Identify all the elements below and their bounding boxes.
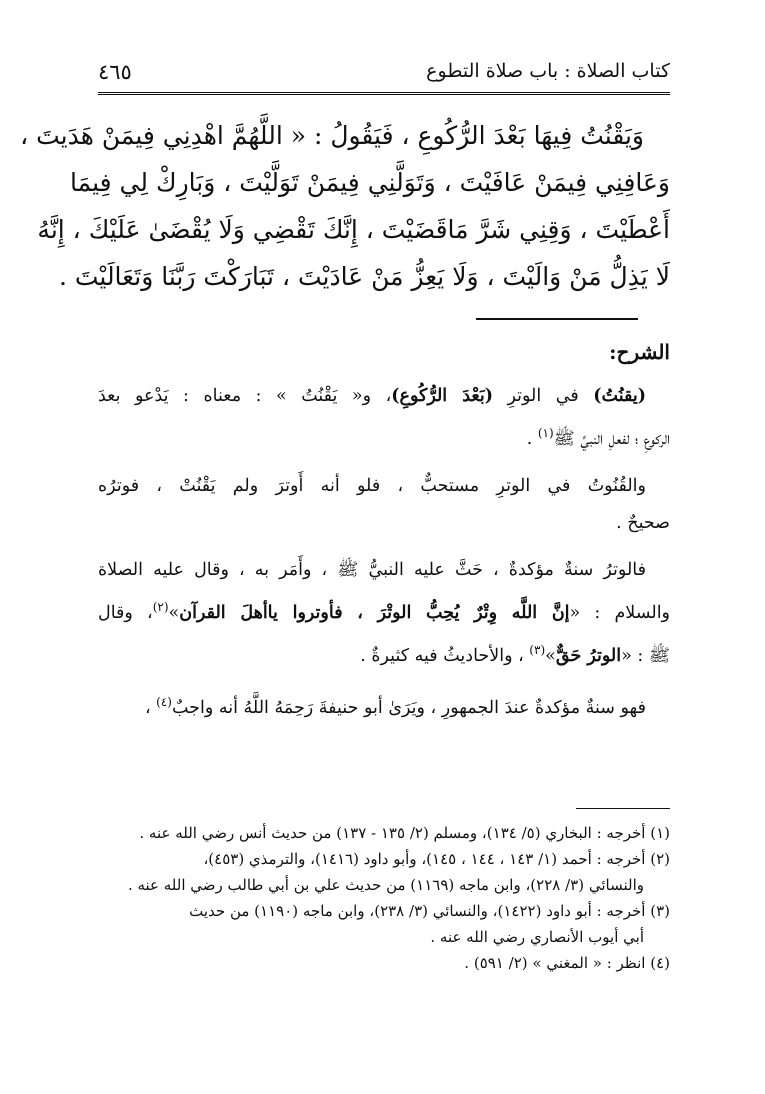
footnote-3 — [98, 898, 670, 950]
footnote-divider — [576, 808, 670, 809]
text-line: والسلام : «إنَّ اللَّه وِتْرٌ يُحِبُّ الوتْرَ ، فأوتروا ياأهلَ القرآن»$^{(٢)}$، وقال — [98, 599, 671, 623]
footnote-ref: (٢) — [152, 599, 169, 614]
matn-line: وَيَقْنُتُ فِيهَا بَعْدَ الرُّكُوعِ ، فَيَقُولُ : « اللَّهُمَّ اهْدِنِي فِيمَنْ هَدَيتَ ، — [20, 121, 644, 150]
header-divider — [98, 92, 670, 97]
paragraph-3 — [98, 552, 670, 675]
footnote-line: أبي أيوب الأنصاري رضي الله عنه . — [430, 928, 644, 946]
footnote-2 — [98, 846, 670, 898]
footnote-line: (٣) أخرجه : أبو داود (١٤٢٢)، والنسائي (٣/ ٢٣٨)، وابن ماجه (١١٩٠) من حديث — [189, 902, 670, 920]
footnote-line: (٢) أخرجه : أحمد (١/ ١٤٣ ، ١٤٤ ، ١٤٥)، وأبو داود (١٤١٦)، والترمذي (٤٥٣)، — [203, 850, 670, 868]
text-line: (يقنُتُ) في الوترِ (بَعْدَ الرُّكُوعِ)، و« يَقْنُتُ » : معناه : يَدْعو بعدَ — [98, 386, 646, 406]
text-line: ﷺ : «الوترُ حَقٌّ»$^{(٣)}$ ، والأحاديثُ فيه كثيرةٌ . — [360, 642, 670, 666]
text-line: فهو سنةٌ مؤكدةٌ عندَ الجمهورِ ، ويَرَىٰ أبو حنيفةَ رَحِمَهُ اللَّهُ أنه واجبٌ$^{(٤)}$ ، — [144, 695, 646, 719]
chapter-title: كتاب الصلاة : باب صلاة التطوع — [426, 60, 670, 82]
running-header — [98, 56, 670, 90]
text-line: صحيحٌ . — [616, 512, 670, 533]
text-line: الركوعِ ؛ لفعلِ النبيِّ ﷺ$^{(١)}$ . — [526, 426, 670, 449]
text-line: فالوترُ سنةٌ مؤكدةٌ ، حَثَّ عليه النبيُّ ﷺ ، وأَمَر به ، وقال عليه الصلاة — [98, 559, 646, 580]
footnote-ref: (٣) — [529, 642, 546, 657]
commentary — [98, 340, 670, 737]
text-line: والقُنُوتُ في الوترِ مستحبٌّ ، فلو أنه أَوترَ ولم يَقْنُتْ ، فوترُه — [98, 475, 646, 496]
footnote-4 — [98, 950, 670, 976]
footnote-line: والنسائي (٣/ ٢٢٨)، وابن ماجه (١١٦٩) من حديث علي بن أبي طالب رضي الله عنه . — [127, 876, 644, 894]
matn-text — [20, 112, 670, 300]
footnote-line: (١) أخرجه : البخاري (٥/ ١٣٤)، ومسلم (٢/ ١٣٥ - ١٣٧) من حديث أنس رضي الله عنه . — [139, 824, 670, 842]
page-number: ٤٦٥ — [98, 60, 132, 84]
matn-line: وَعَافِنِي فِيمَنْ عَافَيْتَ ، وَتَوَلَّنِي فِيمَنْ تَوَلَّيْتَ ، وَبَارِكْ لِي فِيمَا — [70, 168, 670, 197]
matn-line: أَعْطَيْتَ ، وَقِنِي شَرَّ مَاقَضَيْتَ ، إِنَّكَ تَقْضِي وَلَا يُقْضَىٰ عَلَيْكَ ، إِنَّهُ — [37, 215, 670, 244]
footnote-ref: (٤) — [156, 695, 172, 710]
paragraph-2 — [98, 468, 670, 542]
footnotes — [98, 820, 670, 976]
matn-line: لَا يَذِلُّ مَنْ وَالَيْتَ ، وَلَا يَعِزُّ مَنْ عَادَيْتَ ، تَبَارَكْتَ رَبَّنَا وَتَعَالَيْتَ . — [58, 262, 670, 291]
paragraph-1 — [98, 378, 670, 458]
footnote-line: (٤) انظر : « المغني » (٢/ ٥٩١) . — [464, 954, 670, 972]
footnote-ref: (١) — [537, 426, 554, 440]
footnote-1 — [98, 820, 670, 846]
commentary-heading: الشرح: — [609, 340, 670, 364]
paragraph-4 — [98, 684, 670, 727]
section-divider — [476, 318, 638, 320]
